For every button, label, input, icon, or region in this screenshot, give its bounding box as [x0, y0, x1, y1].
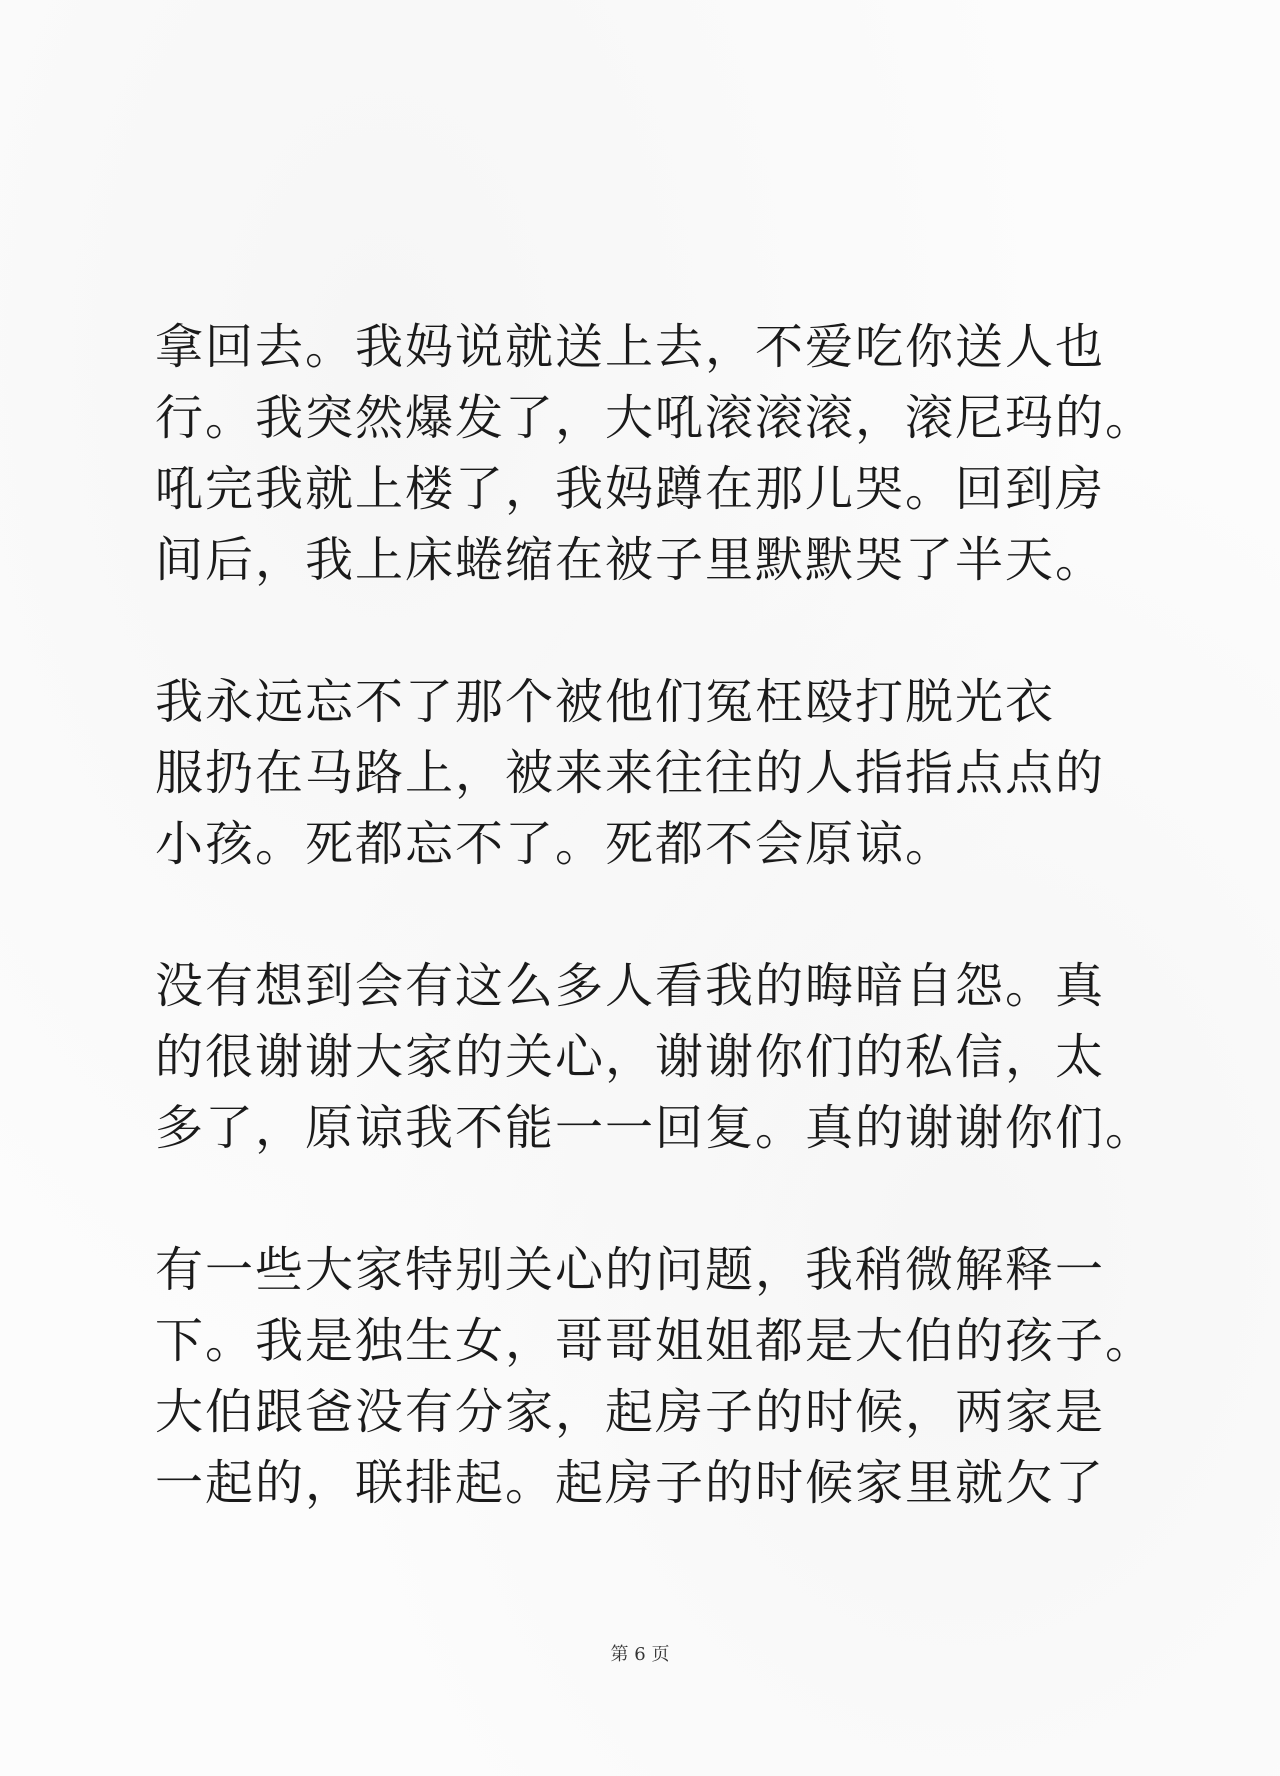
text-line: 没有想到会有这么多人看我的晦暗自怨。真: [155, 958, 1106, 1014]
text-line: 有一些大家特别关心的问题，我稍微解释一: [155, 1242, 1106, 1298]
paragraph-3: [155, 951, 1156, 1164]
text-line: 间后，我上床蜷缩在被子里默默哭了半天。: [155, 532, 1106, 588]
text-line: 拿回去。我妈说就送上去，不爱吃你送人也: [155, 319, 1106, 375]
text-line: 行。我突然爆发了，大吼滚滚滚，滚尼玛的。: [155, 390, 1156, 446]
text-line: 我永远忘不了那个被他们冤枉殴打脱光衣: [155, 674, 1056, 730]
text-line: 服扔在马路上，被来来往往的人指指点点的: [155, 745, 1106, 801]
text-line: 小孩。死都忘不了。死都不会原谅。: [155, 816, 956, 872]
paragraph-1: [155, 312, 1156, 596]
text-line: 吼完我就上楼了，我妈蹲在那儿哭。回到房: [155, 461, 1106, 517]
text-line: 下。我是独生女，哥哥姐姐都是大伯的孩子。: [155, 1313, 1156, 1369]
page-number: 第 6 页: [610, 1644, 670, 1665]
text-line: 多了，原谅我不能一一回复。真的谢谢你们。: [155, 1100, 1156, 1156]
text-line: 一起的，联排起。起房子的时候家里就欠了: [155, 1455, 1106, 1511]
document-body: [155, 312, 1156, 1590]
paragraph-2: [155, 667, 1135, 880]
text-line: 的很谢谢大家的关心，谢谢你们的私信，太: [155, 1029, 1106, 1085]
paragraph-4: [155, 1235, 1156, 1519]
text-line: 大伯跟爸没有分家，起房子的时候，两家是: [155, 1384, 1106, 1440]
